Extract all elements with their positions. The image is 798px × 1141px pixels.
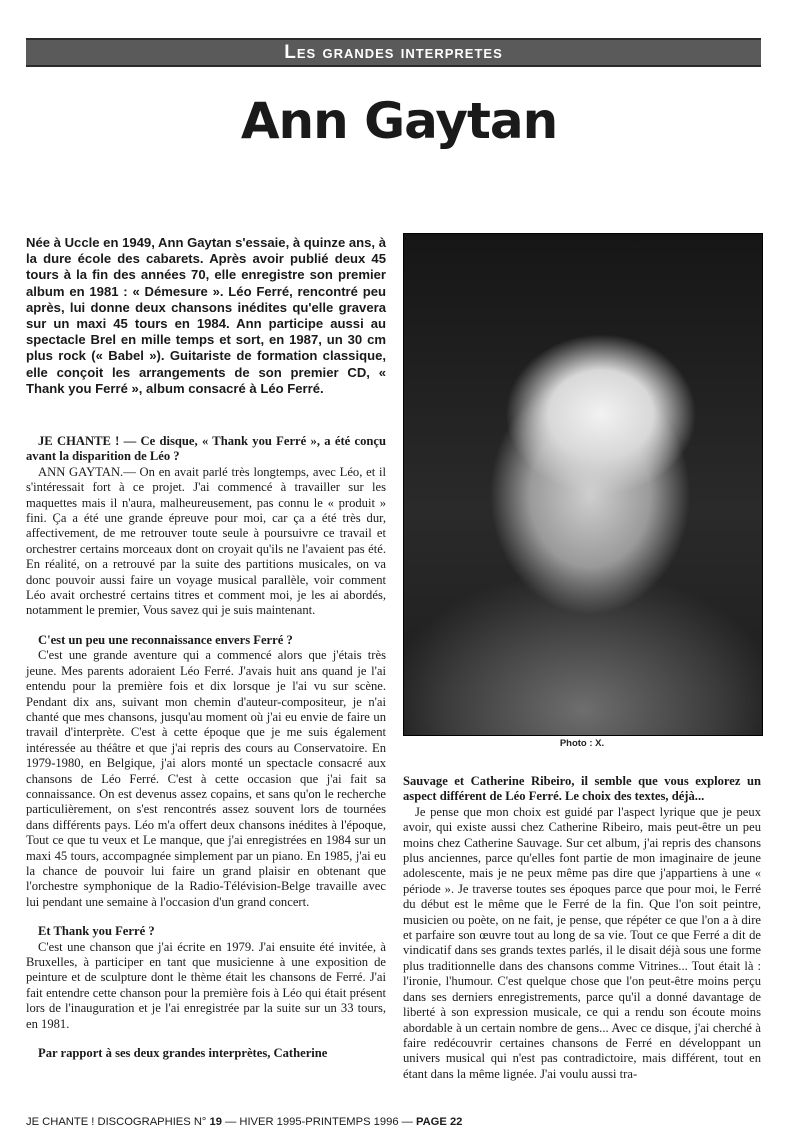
interview-question: Et Thank you Ferré ? [38, 924, 155, 939]
interview-column-right [403, 774, 761, 1082]
interview-answer: C'est une grande aventure qui a commencé alors que j'étais très jeune. Mes parents adoraient Léo Ferré. J'avais huit ans quand je l'ai entendu pour la première fois et dix lorsque je l'ai vu sur scène. Pendant dix ans, suivant mon chemin d'auteur-compositeur, je n'ai chanté que mes chansons, jusqu'au moment où j'ai eu envie de faire un travail d'interprète. C'est à cette époque que je me suis également intéressée au théâtre et que j'ai repris des cours au Conservatoire. En 1979-1980, en Belgique, j'ai alors monté un spectacle consacré aux chansons de Léo Ferré. C'est à cette occasion que j'ai fait sa connaissance. On est devenus assez copains, et sans qu'on le recherche particulièrement, on s'est rencontrés assez souvent lors de tournées dans différents pays. Léo m'a offert deux chansons inédites à l'époque, Tout ce que tu veux et Le manque, que j'ai enregistrées en 1984 sur un maxi 45 tours, accompagnée simplement par un piano. En 1985, j'ai eu la chance de pouvoir lui faire un grand plaisir en obtenant que l'orchestre symphonique de la Radio-Télévision-Belge travaille avec lui pendant une semaine à l'occasion d'un grand concert. [26, 648, 386, 909]
interview-question-continued: Sauvage et Catherine Ribeiro, il semble que vous explorez un aspect différent de Léo Ferré. Le choix des textes, déjà... [403, 774, 761, 804]
article-intro: Née à Uccle en 1949, Ann Gaytan s'essaie, à quinze ans, à la dure école des cabarets. Après avoir publié deux 45 tours à la fin des années 70, elle enregistre son premier album en 1981 : « Démesure ». Léo Ferré, rencontré peu après, lui donne deux chansons inédites qu'elle gravera sur un maxi 45 tours en 1984. Ann participe aussi au spectacle Brel en mille temps et sort, en 1987, un 30 cm plus rock (« Babel »). Guitariste de formation classique, elle conçoit les arrangements de son premier CD, « Thank you Ferré », album consacré à Léo Ferré. [26, 235, 386, 396]
footer-publication: JE CHANTE ! DISCOGRAPHIES N° [26, 1116, 207, 1128]
interview-question: JE CHANTE ! — Ce disque, « Thank you Ferré », a été conçu avant la disparition de Léo ? [26, 434, 386, 464]
interview-answer: Je pense que mon choix est guidé par l'aspect lyrique que je peux avoir, qui existe aussi chez Catherine Ribeiro, mais peut-être un peu moins chez Catherine Sauvage. Sur cet album, j'ai repris des chansons plus anciennes, parce qu'elles font partie de mon imaginaire de jeune adolescente, mais je ne peux même pas dire que j'appartiens à une « période ». Je traverse toutes ses époques parce que pour moi, le Ferré du début est le même que le Ferré de la fin. Que l'on soit peintre, musicien ou poète, on ne fait, je pense, que répéter ce que l'on a à dire et parfaire son œuvre tout au long de sa vie. Tout ce que Ferré a dit de vindicatif dans ses grands textes parlés, il le disait déjà sous une forme plus traditionnelle dans des chansons comme Vitrines... Tout était là : l'ironie, l'humour. C'est quelque chose que l'on peut-être moins perçu dans ses derniers enregistrements, parce qu'il a donné davantage de liberté à son expression musicale, ce qui a rendu son écoute moins abordable à un certain nombre de gens... Avec ce disque, j'ai cherché à faire redécouvrir certaines chansons de Ferré en développant un univers musical qui n'est pas contradictoire, mais différent, tout en étant dans la même lignée. J'ai voulu aussi tra- [403, 804, 761, 1081]
footer-season: — HIVER 1995-PRINTEMPS 1996 — [225, 1116, 413, 1128]
portrait-photo [403, 233, 763, 736]
section-banner-label: Les grandes interpretes [284, 42, 503, 63]
interview-question: C'est un peu une reconnaissance envers Ferré ? [38, 632, 293, 647]
photo-credit: Photo : X. [559, 738, 605, 749]
section-banner [26, 38, 761, 67]
interview-column-left [26, 434, 386, 1061]
footer-page-number: PAGE 22 [415, 1116, 463, 1128]
article-title: Ann Gaytan [240, 92, 558, 150]
interview-answer: ANN GAYTAN.— On en avait parlé très longtemps, avec Léo, et il s'intéressait fort à ce projet. J'ai commencé à travailler sur les maquettes mais il n'aura, malheureusement, pas connu le « produit » fini. Ça a été une grande épreuve pour moi, car ça a été très dur, affectivement, de me retrouver toute seule à poursuivre ce travail et orchestrer certains morceaux dont on croyait qu'ils ne l'avaient pas été. En réalité, on a retrouvé par la suite des partitions musicales, on va donc pouvoir aussi faire un voyage musical parallèle, voir comment Léo avait orchestré certains titres et comment moi, je les ai abordés, notamment le premier, Vous savez qui je suis maintenant. [26, 464, 386, 618]
interview-question: Par rapport à ses deux grandes interprètes, Catherine [38, 1046, 328, 1061]
interview-answer: C'est une chanson que j'ai écrite en 1979. J'ai ensuite été invitée, à Bruxelles, à participer en tant que musicienne à une exposition de peinture et de sculpture dont le thème était les chansons de Ferré. J'ai fait entendre cette chanson pour la première fois à Léo qui était présent lors de l'inauguration et je l'ai enregistrée par la suite sur un 33 tours, en 1981. [26, 939, 386, 1031]
page-footer [26, 1116, 462, 1128]
footer-issue-number: 19 [209, 1116, 222, 1128]
